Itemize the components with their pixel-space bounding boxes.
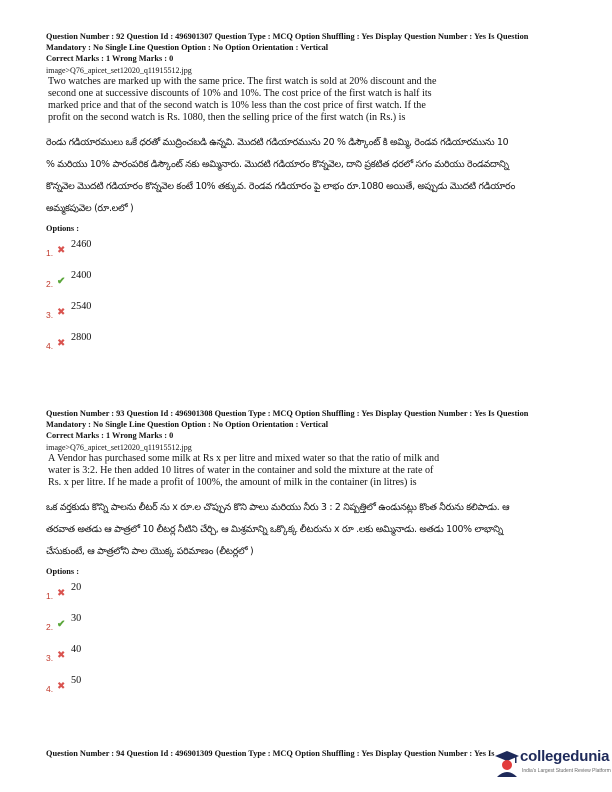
cross-icon: ✖ — [57, 307, 66, 318]
question-marks: Correct Marks : 1 Wrong Marks : 0 — [46, 431, 174, 440]
option-value: 20 — [71, 582, 82, 593]
option-list — [46, 580, 560, 704]
option-item[interactable] — [46, 642, 560, 673]
option-value: 2460 — [71, 239, 92, 250]
question-marks: Correct Marks : 1 Wrong Marks : 0 — [46, 54, 174, 63]
option-value: 2800 — [71, 332, 92, 343]
option-number: 4. — [46, 684, 54, 694]
option-value: 2540 — [71, 301, 92, 312]
logo-wordmark: collegedunia — [520, 748, 610, 765]
check-icon: ✔ — [57, 276, 66, 287]
option-number: 1. — [46, 591, 54, 601]
option-item[interactable] — [46, 580, 560, 611]
option-list — [46, 237, 560, 361]
option-item[interactable] — [46, 268, 560, 299]
cross-icon: ✖ — [57, 245, 66, 256]
options-label: Options : — [46, 224, 79, 233]
option-item[interactable] — [46, 611, 560, 642]
option-value: 50 — [71, 675, 82, 686]
option-number: 3. — [46, 653, 54, 663]
next-question-meta: Question Number : 94 Question Id : 496901309 Question Type : MCQ Option Shuffling : Yes Display Question Number : Yes Is — [46, 749, 495, 758]
image-reference: image>Q76_apicet_set12020_q11915512.jpg — [46, 66, 192, 75]
option-item[interactable] — [46, 673, 560, 704]
option-number: 2. — [46, 622, 54, 632]
option-value: 40 — [71, 644, 82, 655]
question-text-telugu: ఒక వర్తకుడు కొన్ని పాలను లీటర్ ను x రూ.ల చొప్పున కొని పాలు మరియు నీరు 3 : 2 నిష్పత్తిలో ఉండునట్లు కొంత నీరును కలిపాడు. ఆ తరవాత అతడు ఆ పాత్రలో 10 లీటర్ల నీటిని చేర్చి, ఆ మిశ్రమాన్ని ఒక్కొక్క లీటరును x రూ .లకు అమ్మినాడు. అతడు 100% లాభాన్ని చేసుకుంటే, ఆ పాత్రలోని పాల యొక్క పరిమాణం (లీటర్లలో ) — [46, 502, 510, 557]
cross-icon: ✖ — [57, 681, 66, 692]
option-value: 2400 — [71, 270, 92, 281]
option-value: 30 — [71, 613, 82, 624]
question-text-telugu: రెండు గడియారములు ఒకే ధరతో ముద్రించబడి ఉన్నవి. మొదటి గడియారమును 20 % డిస్కౌంట్ కి అమ్మి, రెండవ గడియారమును 10 % మరియు 10% పారంపరిక డిస్కౌంట్ నకు అమ్మినారు. మొదటి గడియారం కొన్నవెల, దాని ప్రకటిత ధరలో సగం మరియు రెండవదాన్ని కొన్నవెల మొదటి గడియారం కొన్నవెల కంటే 10% తక్కువ. రెండవ గడియారం పై లాభం రూ.1080 అయితే, అప్పుడు మొదటి గడియారం అమ్మకపువెల (రూ.లలో ) — [46, 137, 516, 214]
option-item[interactable] — [46, 237, 560, 268]
option-number: 2. — [46, 279, 54, 289]
logo-tagline: India's Largest Student Review Platform — [522, 768, 611, 774]
collegedunia-logo — [494, 745, 610, 789]
option-item[interactable] — [46, 299, 560, 330]
cross-icon: ✖ — [57, 338, 66, 349]
question-meta: Question Number : 92 Question Id : 496901307 Question Type : MCQ Option Shuffling : Yes Display Question Number : Yes Is Question Mandatory : No Single Line Question Option : No Option Orientation : Vertical — [46, 32, 529, 52]
image-reference: image>Q76_apicet_set12020_q11915512.jpg — [46, 443, 192, 452]
question-block-92 — [46, 31, 560, 361]
question-text-english: A Vendor has purchased some milk at Rs x per litre and mixed water so that the ratio of milk and water is 3:2. He then added 10 litres of water in the container and sold the mixture at the rate of Rs. x per litre. If he made a profit of 100%, the amount of milk in the container (in litres) is — [48, 453, 440, 488]
cross-icon: ✖ — [57, 650, 66, 661]
check-icon: ✔ — [57, 619, 66, 630]
options-label: Options : — [46, 567, 79, 576]
graduate-icon — [494, 749, 520, 777]
question-meta: Question Number : 93 Question Id : 496901308 Question Type : MCQ Option Shuffling : Yes Display Question Number : Yes Is Question Mandatory : No Single Line Question Option : No Option Orientation : Vertical — [46, 409, 529, 429]
question-block-93 — [46, 408, 560, 704]
question-text-english: Two watches are marked up with the same price. The first watch is sold at 20% discount and the second one at successive discounts of 10% and 10%. The cost price of the first watch is half its marked price and that of the second watch is 10% less than the cost price of first watch. If the profit on the second watch is Rs. 1080, then the selling price of the first watch (in Rs.) is — [48, 76, 437, 123]
cross-icon: ✖ — [57, 588, 66, 599]
option-item[interactable] — [46, 330, 560, 361]
option-number: 1. — [46, 248, 54, 258]
option-number: 3. — [46, 310, 54, 320]
option-number: 4. — [46, 341, 54, 351]
